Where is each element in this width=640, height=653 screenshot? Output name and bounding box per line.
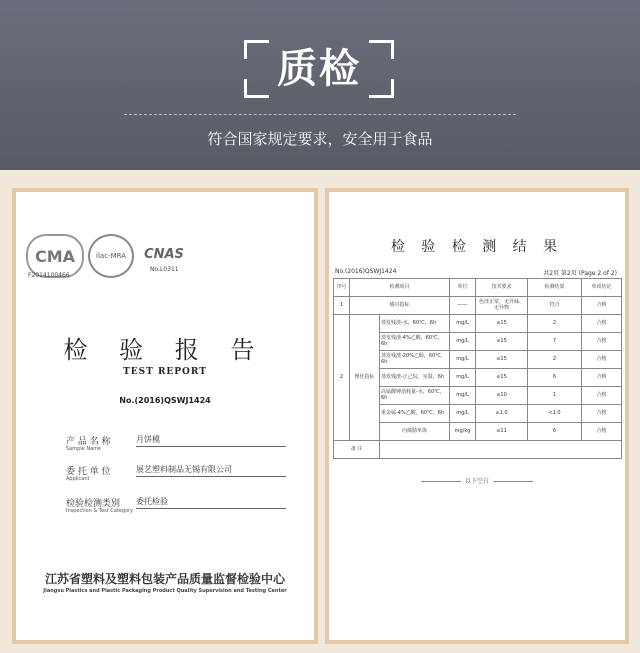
- dashed-divider: [124, 114, 516, 115]
- header-cell: 单项结论: [582, 279, 622, 297]
- cell-unit: mg/L: [450, 333, 476, 351]
- cell-requirement: ≤15: [476, 351, 528, 369]
- report-title-en: TEST REPORT: [123, 367, 207, 377]
- field-value: 月饼模: [136, 434, 286, 447]
- page-title: 质检: [277, 46, 361, 92]
- cma-cert-no: F2014100466: [28, 272, 70, 279]
- cell-requirement: ≤10: [476, 387, 528, 405]
- cell-verdict: 合格: [582, 369, 622, 387]
- header-cell: 检测结果: [528, 279, 582, 297]
- header-cell: 序号: [334, 279, 350, 297]
- cma-logo: CMA: [26, 234, 84, 278]
- cell-requirement: ≤15: [476, 369, 528, 387]
- report-title-cn: 检 验 报 告: [63, 336, 267, 364]
- cell-unit: mg/kg: [450, 423, 476, 441]
- certificate-area: [0, 170, 640, 653]
- report-cover: [12, 188, 318, 644]
- field-value: 委托检验: [136, 496, 286, 509]
- field-label: 委 托 单 位: [66, 467, 111, 477]
- table-row: [334, 297, 622, 315]
- results-report-number: No.(2016)QSWJ1424: [335, 268, 397, 275]
- results-title: 检 验 检 测 结 果: [390, 239, 564, 255]
- cell-requirement: ≤15: [476, 315, 528, 333]
- cell-result: 6: [528, 369, 582, 387]
- header-cell: 单位: [450, 279, 476, 297]
- cell-item: 丙烯腈单体: [380, 423, 450, 441]
- org-name-en: Jiangsu Plastics and Plastic Packaging Product Quality Supervision and Testing Center: [43, 588, 287, 594]
- cell-result: 2: [528, 351, 582, 369]
- cell-note-label: 备 注: [334, 441, 380, 459]
- cell-verdict: 合格: [582, 351, 622, 369]
- cell-group: 理化指标: [350, 315, 380, 441]
- table-header-row: [334, 279, 622, 297]
- cell-result: <1.0: [528, 405, 582, 423]
- cell-item: 蒸发残渣-20%乙醇，60℃，6h: [380, 351, 450, 369]
- cell-unit: ——: [450, 297, 476, 315]
- results-page: [325, 188, 629, 644]
- page-subtitle: 符合国家规定要求，安全用于食品: [207, 130, 433, 148]
- header-banner: [0, 0, 640, 170]
- cell-item: 蒸发残渣-水，60℃，6h: [380, 315, 450, 333]
- cell-no: 2: [334, 315, 350, 441]
- cell-unit: mg/L: [450, 387, 476, 405]
- cnas-no: No.L0311: [150, 266, 179, 273]
- cell-item: 高锰酸钾消耗量-水，60℃，6h: [380, 387, 450, 405]
- cell-unit: mg/L: [450, 405, 476, 423]
- cell-result: 符合: [528, 297, 582, 315]
- results-page-number: 共2页 第2页 (Page 2 of 2): [543, 270, 617, 277]
- cell-unit: mg/L: [450, 315, 476, 333]
- cell-item: 蒸发残渣-正己烷，室温，6h: [380, 369, 450, 387]
- ilac-mra-logo: ilac-MRA: [88, 234, 134, 278]
- field-label: 检验检测类别: [66, 499, 121, 509]
- cell-result: 7: [528, 333, 582, 351]
- cell-no: 1: [334, 297, 350, 315]
- header-cell: 检测项目: [350, 279, 450, 297]
- field-sublabel: Applicant: [66, 476, 90, 482]
- org-name-cn: 江苏省塑料及塑料包装产品质量监督检验中心: [44, 572, 285, 586]
- end-of-table-mark: 以下空白: [329, 476, 625, 485]
- cell-item: 蒸发残渣-4%乙酸，60℃，6h: [380, 333, 450, 351]
- cell-item: 感官指标: [350, 297, 450, 315]
- cnas-logo: CNAS: [144, 246, 184, 262]
- field-sublabel: Inspection & Test Category: [66, 508, 134, 514]
- cell-result: 6: [528, 423, 582, 441]
- cell-requirement: ≤11: [476, 423, 528, 441]
- cell-verdict: 合格: [582, 315, 622, 333]
- cell-note-value: [380, 441, 622, 459]
- cell-verdict: 合格: [582, 387, 622, 405]
- cell-requirement: 色泽正常，无异味、无异物: [476, 297, 528, 315]
- header-cell: 技术要求: [476, 279, 528, 297]
- table-row-notes: [334, 441, 622, 459]
- cell-result: 2: [528, 315, 582, 333]
- cell-item: 重金属-4%乙酸，60℃，6h: [380, 405, 450, 423]
- cell-requirement: ≤15: [476, 333, 528, 351]
- cell-requirement: ≤1.0: [476, 405, 528, 423]
- table-row: [334, 315, 622, 333]
- cell-verdict: 合格: [582, 423, 622, 441]
- cell-unit: mg/L: [450, 369, 476, 387]
- field-label: 产 品 名 称: [66, 437, 111, 447]
- field-value: 展艺塑料制品无锡有限公司: [136, 464, 286, 477]
- cell-verdict: 合格: [582, 333, 622, 351]
- cell-verdict: 合格: [582, 405, 622, 423]
- title-frame: [244, 40, 394, 98]
- cell-result: 1: [528, 387, 582, 405]
- results-table: [333, 278, 622, 459]
- cell-verdict: 合格: [582, 297, 622, 315]
- report-number: No.(2016)QSWJ1424: [119, 396, 211, 405]
- field-sublabel: Sample Name: [66, 446, 102, 452]
- cell-unit: mg/L: [450, 351, 476, 369]
